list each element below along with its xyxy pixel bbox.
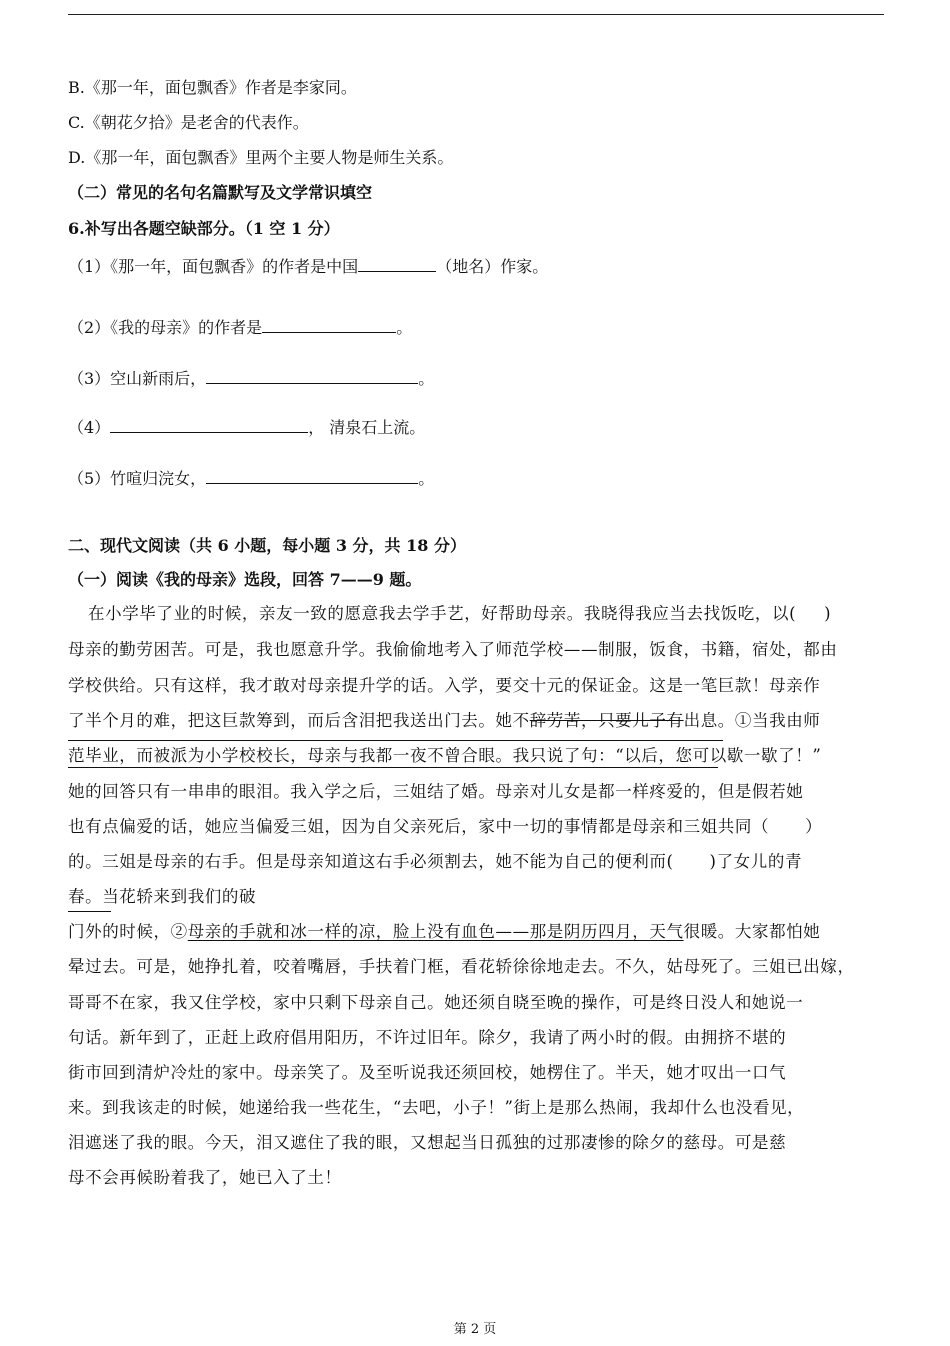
q6-blank-3[interactable] (206, 367, 418, 384)
passage-line-1 (68, 604, 884, 624)
sentence-1-bottom-rule (68, 767, 718, 768)
passage-line-12: 哥哥不在家，我又住学校，家中只剩下母亲自己。她还须自晓至晚的操作，可是终日没人和她说一 (68, 993, 804, 1012)
q6-item-3 (68, 367, 434, 389)
passage-line-17: 母不会再候盼着我了，她已入了土！ (68, 1168, 342, 1187)
passage-line-2: 母亲的勤劳困苦。可是，我也愿意升学。我偷偷地考入了师范学校——制服，饭食，书籍，宿处，都由 (68, 640, 838, 659)
passage-line-10 (68, 922, 884, 942)
passage-text: 的。三姐是母亲的右手。但是母亲知道这右手必须割去，她不能为自己的便利而( (68, 852, 674, 871)
q6-item-2-text: （2）《我的母亲》的作者是 (68, 318, 263, 337)
short-rule (68, 911, 111, 912)
q6-item-1 (68, 255, 548, 277)
option-c: C.《朝花夕拾》是老舍的代表作。 (68, 113, 309, 132)
passage-line-14: 街市回到清炉冷灶的家中。母亲笑了。及至听说我还须回校，她楞住了。半天，她才叹出一口气 (68, 1063, 787, 1082)
q6-item-2-suffix: 。 (396, 318, 413, 337)
passage-text: 门外的时候，② (68, 922, 188, 941)
q6-blank-5[interactable] (206, 467, 418, 484)
q6-item-3-text: （3）空山新雨后， (68, 369, 207, 388)
q6-item-1-suffix: （地名）作家。 (436, 257, 549, 276)
passage-line-15: 来。到我该走的时候，她递给我一些花生，“去吧，小子！”街上是那么热闹，我却什么也没看见， (68, 1098, 805, 1117)
section-2-heading: 二、现代文阅读（共 6 小题，每小题 3 分，共 18 分） (68, 536, 466, 555)
passage-text: 了半个月的难，把这巨款筹到，而后含泪把我送出门去。她不 (68, 711, 530, 730)
option-d: D.《那一年，面包飘香》里两个主要人物是师生关系。 (68, 148, 454, 167)
question-6-title: 6.补写出各题空缺部分。（1 空 1 分） (68, 219, 340, 238)
passage-text: 出息。①当我由师 (683, 711, 821, 730)
option-b: B.《那一年，面包飘香》作者是李家同。 (68, 78, 357, 97)
q6-item-5-suffix: 。 (418, 469, 435, 488)
q6-item-4-suffix: ， 清泉石上流。 (308, 418, 426, 437)
q6-item-4 (68, 416, 425, 438)
passage-line-13: 句话。新年到了，正赶上政府倡用阳历，不许过旧年。除夕，我请了两小时的假。由拥挤不堪的 (68, 1028, 787, 1047)
q6-blank-2[interactable] (262, 316, 396, 333)
passage-text: )了女儿的青 (709, 852, 803, 871)
passage-line-6: 她的回答只有一串串的眼泪。我入学之后，三姐结了婚。母亲对儿女是都一样疼爱的，但是假若她 (68, 782, 804, 801)
passage-line-16: 泪遮迷了我的眼。今天，泪又遮住了我的眼，又想起当日孤独的过那凄惨的除夕的慈母。可是慈 (68, 1133, 787, 1152)
passage-line-11: 晕过去。可是，她挣扎着，咬着嘴唇，手扶着门框，看花轿徐徐地走去。不久，姑母死了。三姐已出嫁， (68, 957, 855, 976)
passage-line-3: 学校供给。只有这样，我才敢对母亲提升学的话。入学，要交十元的保证金。这是一笔巨款！母亲作 (68, 676, 821, 695)
reading-1-heading: （一）阅读《我的母亲》选段，回答 7——9 题。 (68, 570, 422, 589)
struck-through-text: 辞劳苦，只要儿子有 (529, 711, 684, 730)
header-rule (68, 14, 884, 15)
sentence-1-top-rule (68, 740, 723, 741)
q6-item-5-text: （5）竹喧归浣女， (68, 469, 207, 488)
passage-text: 也有点偏爱的话，她应当偏爱三姐，因为自父亲死后，家中一切的事情都是母亲和三姐共同（ (68, 817, 770, 836)
section-heading-fill: （二）常见的名句名篇默写及文学常识填空 (68, 183, 373, 202)
passage-line-7 (68, 817, 884, 837)
q6-item-4-text: （4） (68, 418, 111, 437)
passage-line-8 (68, 852, 884, 872)
passage-line-5: 范毕业，而被派为小学校校长，母亲与我都一夜不曾合眼。我只说了句：“以后，您可以歇一歇了！” (68, 746, 822, 765)
passage-text: 很暖。大家都怕她 (683, 922, 821, 941)
passage-line-4 (68, 711, 884, 731)
passage-text: ) (824, 604, 832, 623)
q6-item-3-suffix: 。 (418, 369, 435, 388)
page-number: 第 2 页 (453, 1322, 497, 1337)
q6-item-2 (68, 316, 412, 338)
q6-blank-4[interactable] (110, 416, 308, 433)
q6-blank-1[interactable] (358, 255, 436, 272)
passage-line-9: 春。当花轿来到我们的破 (68, 887, 257, 906)
q6-item-5 (68, 467, 434, 489)
passage-text: ） (805, 817, 823, 836)
underlined-sentence-2: 母亲的手就和冰一样的凉，脸上没有血色——那是阴历四月，天气 (187, 922, 684, 941)
passage-text: 在小学毕了业的时候，亲友一致的愿意我去学手艺，好帮助母亲。我晓得我应当去找饭吃，以( (88, 604, 797, 623)
q6-item-1-text: （1）《那一年，面包飘香》的作者是中国 (68, 257, 359, 276)
